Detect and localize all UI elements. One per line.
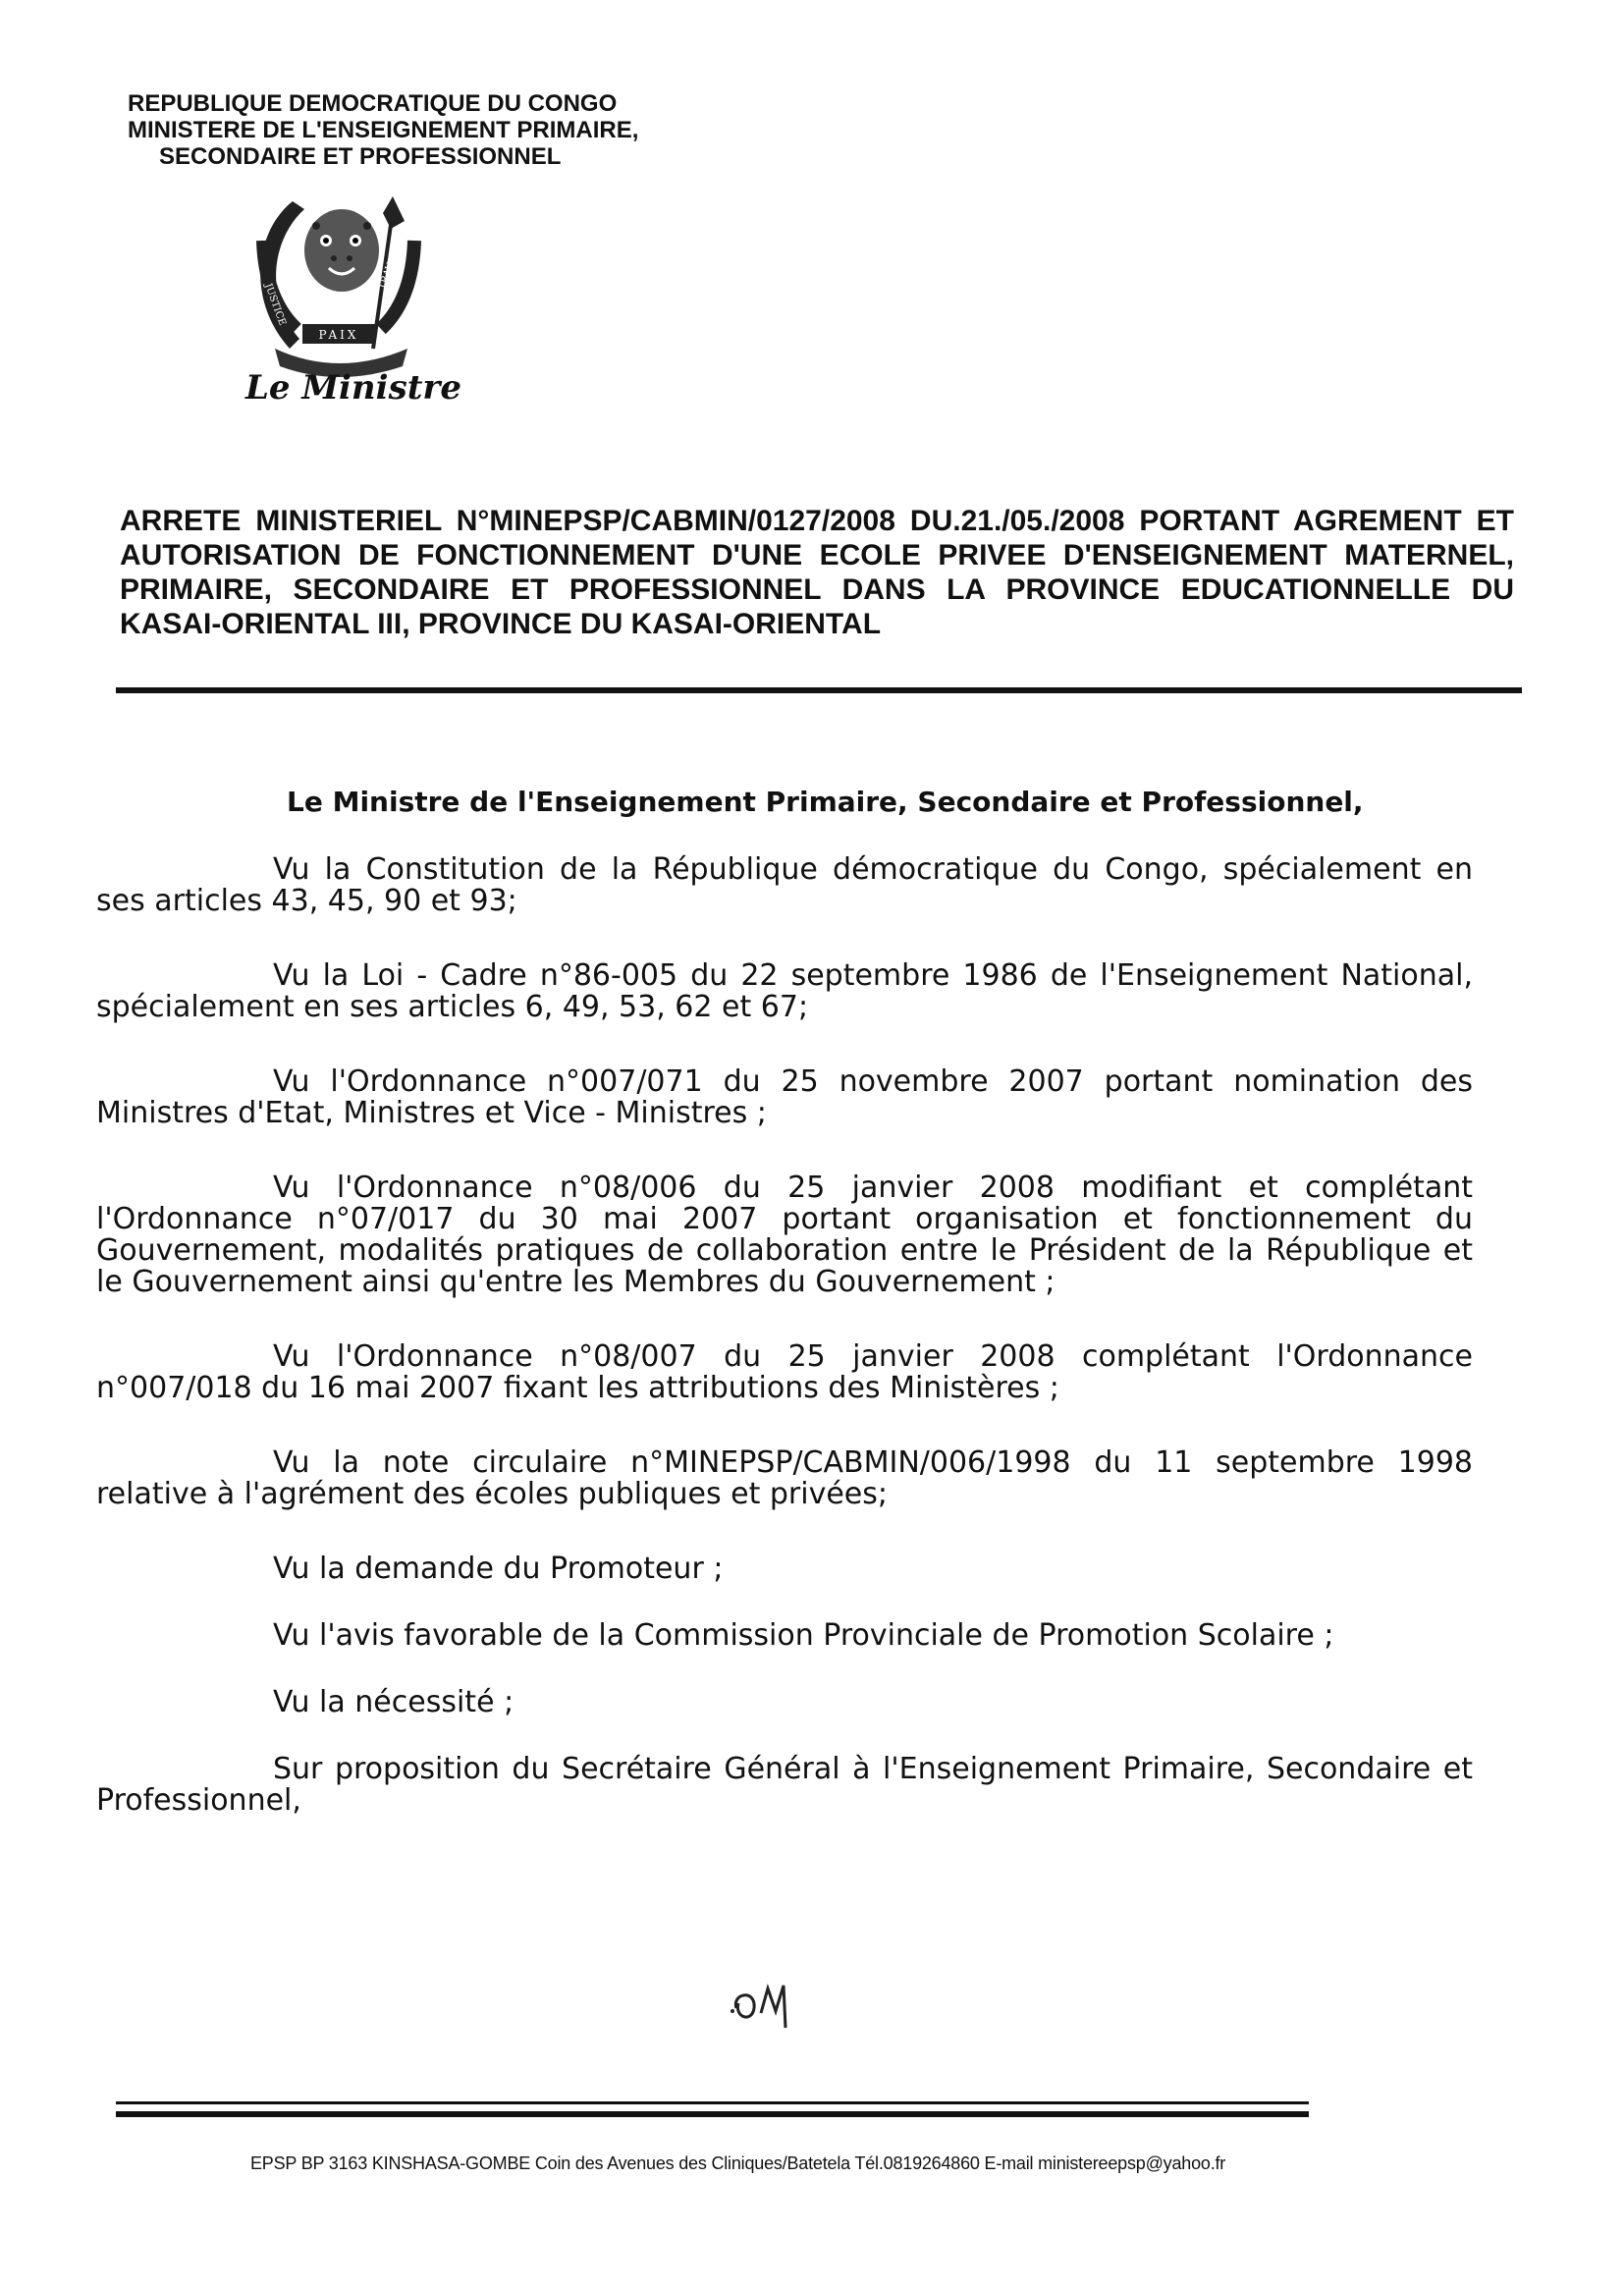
recital-item: Vu la demande du Promoteur ;: [273, 1552, 724, 1586]
emblem-band-right: TRAVAIL: [376, 245, 403, 292]
handwritten-initials: [727, 1974, 825, 2033]
letterhead-ministry: MINISTERE DE L'ENSEIGNEMENT PRIMAIRE,: [128, 117, 639, 143]
emblem-band-left: JUSTICE: [262, 282, 288, 328]
footer-divider-thick: [116, 2111, 1309, 2117]
letterhead: [128, 90, 677, 170]
recital-item: Vu la Loi - Cadre n°86-005 du 22 septembre 1986 de l'Enseignement National, spécialement en ses articles 6, 49, 53, 62 et 67;: [96, 958, 1473, 1024]
recital-item: Vu l'Ordonnance n°08/006 du 25 janvier 2008 modifiant et complétant l'Ordonnance n°07/017 du 30 mai 2007 portant organisation et fonctionnement du Gouvernement, modalités pratiques de collaboration entre le Président de la République et le Gouvernement ainsi qu'entre les Membres du Gouvernement ;: [96, 1171, 1473, 1299]
recital-item: Vu l'Ordonnance n°08/007 du 25 janvier 2008 complétant l'Ordonnance n°007/018 du 16 mai 2007 fixant les attributions des Ministères ;: [96, 1339, 1473, 1405]
minister-title-signature: Le Ministre: [245, 368, 461, 408]
minister-heading: Le Ministre de l'Enseignement Primaire, Secondaire et Professionnel,: [287, 786, 1364, 818]
footer-contact: EPSP BP 3163 KINSHASA-GOMBE Coin des Avenues des Cliniques/Batetela Tél.0819264860 E-mail ministereepsp@yahoo.fr: [250, 2153, 1226, 2173]
recital-item: Vu la Constitution de la République démocratique du Congo, spécialement en ses articles 43, 45, 90 et 93;: [96, 852, 1473, 918]
footer-divider-thin: [116, 2101, 1309, 2104]
decree-title: ARRETE MINISTERIEL N°MINEPSP/CABMIN/0127/2008 DU.21./05./2008 PORTANT AGREMENT ET AUTORISATION DE FONCTIONNEMENT D'UNE ECOLE PRIVEE D'ENSEIGNEMENT MATERNEL, PRIMAIRE, SECONDAIRE ET PROFESSIONNEL DANS LA PROVINCE EDUCATIONNELLE DU KASAI-ORIENTAL III, PROVINCE DU KASAI-ORIENTAL: [120, 505, 1514, 640]
recital-item: Vu la nécessité ;: [273, 1685, 514, 1719]
emblem-motto: PAIX: [318, 328, 359, 342]
recital-item: Vu l'Ordonnance n°007/071 du 25 novembre 2007 portant nomination des Ministres d'Etat, Ministres et Vice - Ministres ;: [96, 1064, 1473, 1130]
recital-item: Vu l'avis favorable de la Commission Provinciale de Promotion Scolaire ;: [273, 1618, 1334, 1653]
title-divider: [116, 687, 1522, 693]
recital-item: Sur proposition du Secrétaire Général à l'Enseignement Primaire, Secondaire et Professionnel,: [96, 1752, 1473, 1818]
letterhead-ministry-cont: SECONDAIRE ET PROFESSIONNEL: [159, 143, 562, 170]
coat-of-arms-emblem: [236, 191, 437, 378]
recital-item: Vu la note circulaire n°MINEPSP/CABMIN/006/1998 du 11 septembre 1998 relative à l'agrément des écoles publiques et privées;: [96, 1445, 1473, 1511]
recitals-list: [96, 854, 1473, 1860]
letterhead-country: REPUBLIQUE DEMOCRATIQUE DU CONGO: [128, 90, 618, 117]
